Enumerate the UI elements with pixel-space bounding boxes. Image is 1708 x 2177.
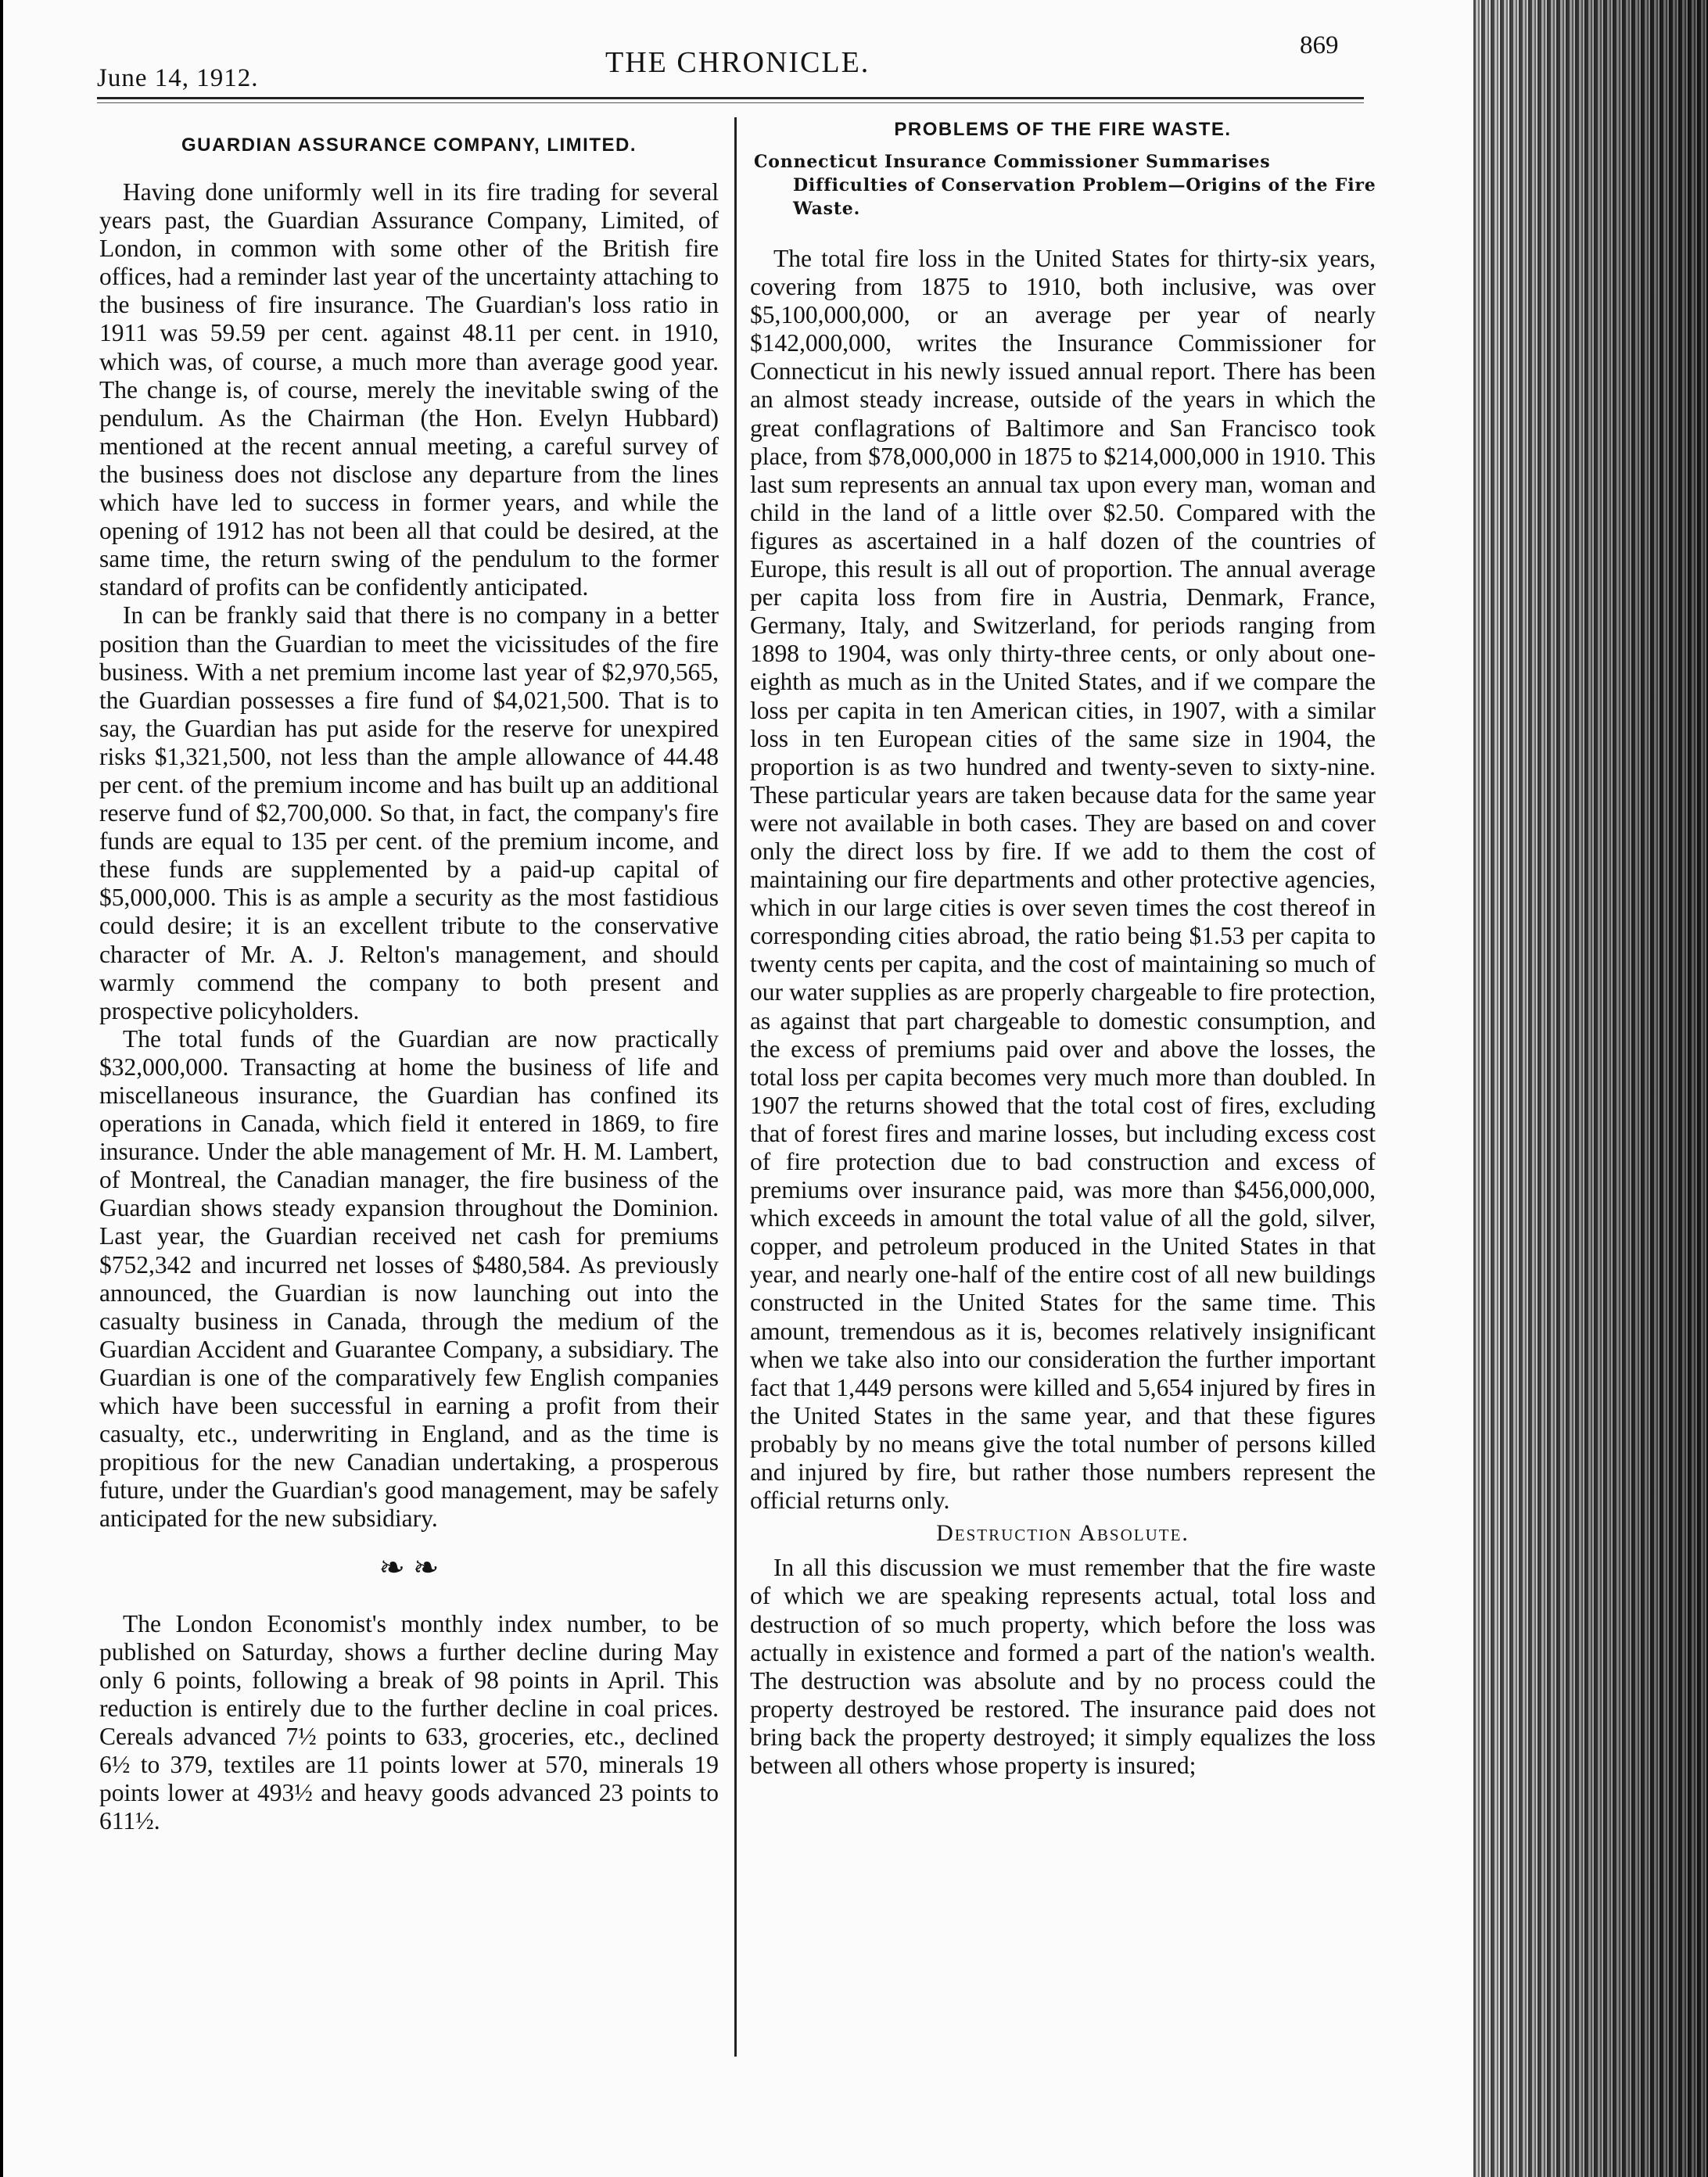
newspaper-page: [3, 0, 1473, 2177]
guardian-paragraph: In can be frankly said that there is no company in a better position than the Guardian to meet the vicissitudes of the fire business. With a net premium income last year of $2,970,565, the Guardian possesses a fire fund of $4,021,500. That is to say, the Guardian has put aside for the reserve for unexpired risks $1,321,500, not less than the ample allowance of 44.48 per cent. of the premium income and has built up an additional reserve fund of $2,700,000. So that, in fact, the company's fire funds are equal to 135 per cent. of the premium income, and these funds are supplemented by a paid-up capital of $5,000,000. This is as ample a security as the most fastidious could desire; it is an excellent tribute to the conservative character of Mr. A. J. Relton's management, and should warmly commend the company to both present and prospective policyholders.: [99, 601, 719, 1024]
section-ornament: ❧ ❧: [379, 1549, 440, 1585]
economist-index-paragraph: The London Economist's monthly index number, to be published on Saturday, shows a further decline during May only 6 points, following a break of 98 points in April. This reduction is entirely due to the further decline in coal prices. Cereals advanced 7½ points to 633, groceries, etc., declined 6½ to 379, textiles are 11 points lower at 570, minerals 19 points lower at 493½ and heavy goods advanced 23 points to 611½.: [99, 1609, 719, 1835]
section-title: Destruction Absolute.: [936, 1520, 1190, 1547]
header-rule-thin: [97, 102, 1364, 103]
right-column: [750, 245, 1376, 1780]
book-page-edges: [1473, 0, 1708, 2177]
guardian-article-heading: GUARDIAN ASSURANCE COMPANY, LIMITED.: [181, 134, 637, 156]
page-number: 869: [1300, 31, 1339, 59]
subheading-line: Difficulties of Conservation Problem—Origins of the Fire Waste.: [793, 175, 1376, 219]
fire-waste-subheading: [746, 150, 1380, 221]
guardian-paragraph: Having done uniformly well in its fire trading for several years past, the Guardian Assurance Company, Limited, of London, in common with some other of the British fire offices, had a reminder last year of the uncertainty attaching to the business of fire insurance. The Guardian's loss ratio in 1911 was 59.59 per cent. against 48.11 per cent. in 1910, which was, of course, a much more than average good year. The change is, of course, merely the inevitable swing of the pendulum. As the Chairman (the Hon. Evelyn Hubbard) mentioned at the recent annual meeting, a careful survey of the business does not disclose any departure from the lines which have led to success in former years, and while the opening of 1912 has not been all that could be desired, at the same time, the return swing of the pendulum to the former standard of profits can be confidently anticipated.: [99, 178, 719, 601]
subheading-line: Connecticut Insurance Commissioner Summarises: [754, 152, 1271, 172]
fire-waste-header: [746, 119, 1380, 221]
guardian-paragraph: The total funds of the Guardian are now practically $32,000,000. Transacting at home the business of life and miscellaneous insurance, the Guardian has confined its operations in Canada, which field it entered in 1869, to fire insurance. Under the able management of Mr. H. M. Lambert, of Montreal, the Canadian manager, the fire business of the Guardian shows steady expansion throughout the Dominion. Last year, the Guardian received net cash for premiums $752,342 and incurred net losses of $480,584. As previously announced, the Guardian is now launching out into the casualty business in Canada, through the medium of the Guardian Accident and Guarantee Company, a subsidiary. The Guardian is one of the comparatively few English companies which have been successful in earning a profit from their casualty, etc., underwriting in England, and as the time is propitious for the new Canadian undertaking, a prosperous future, under the Guardian's good management, may be safely anticipated for the new subsidiary.: [99, 1024, 719, 1533]
column-divider: [734, 117, 737, 2057]
left-column: [99, 134, 719, 1835]
publication-title: THE CHRONICLE.: [605, 46, 870, 79]
destruction-paragraph: In all this discussion we must remember that the fire waste of which we are speaking represents actual, total loss and destruction of so much property, which before the loss was actually in existence and formed a part of the nation's wealth. The destruction was absolute and by no process could the property destroyed be restored. The insurance paid does not bring back the property destroyed; it simply equalizes the loss between all others whose property is insured;: [750, 1554, 1376, 1779]
fire-waste-article-heading: PROBLEMS OF THE FIRE WASTE.: [894, 119, 1232, 140]
fire-waste-paragraph: The total fire loss in the United States for thirty-six years, covering from 1875 to 1910, both inclusive, was over $5,100,000,000, or an average per year of nearly $142,000,000, writes the Insurance Commissioner for Connecticut in his newly issued annual report. There has been an almost steady increase, outside of the years in which the great conflagrations of Baltimore and San Francisco took place, from $78,000,000 in 1875 to $214,000,000 in 1910. This last sum represents an annual tax upon every man, woman and child in the land of a little over $2.50. Compared with the figures as ascertained in a half dozen of the countries of Europe, this result is all out of proportion. The annual average per capita loss from fire in Austria, Denmark, France, Germany, Italy, and Switzerland, for periods ranging from 1898 to 1904, was only thirty-three cents, or only about one-eighth as much as in the United States, and if we compare the loss per capita in ten American cities, in 1907, with a similar loss in ten European cities of the same size in 1904, the proportion is as two hundred and twenty-seven to sixty-nine. These particular years are taken because data for the same year were not available in both cases. They are based on and cover only the direct loss by fire. If we add to them the cost of maintaining our fire departments and other protective agencies, which in our large cities is over seven times the cost thereof in corresponding cities abroad, the ratio being $1.53 per capita to twenty cents per capita, and the cost of maintaining so much of our water supplies as are properly chargeable to fire protection, as against that part chargeable to domestic consumption, and the excess of premiums paid over and above the losses, the total loss per capita becomes very much more than doubled. In 1907 the returns showed that the total cost of fires, excluding that of forest fires and marine losses, but including excess cost of fire protection due to bad construction and excess of premiums over insurance paid, was more than $456,000,000, which exceeds in amount the total value of all the gold, silver, copper, and petroleum produced in the United States in that year, and nearly one-half of the entire cost of all new buildings constructed in the United States for the same time. This amount, tremendous as it is, becomes relatively insignificant when we take also into our consideration the further important fact that 1,449 persons were killed and 5,654 injured by fires in the United States in the same year, and that these figures probably by no means give the total number of persons killed and injured by fire, but rather those numbers represent the official returns only.: [750, 245, 1376, 1515]
header-rule: [97, 97, 1364, 99]
issue-date: June 14, 1912.: [97, 64, 259, 92]
